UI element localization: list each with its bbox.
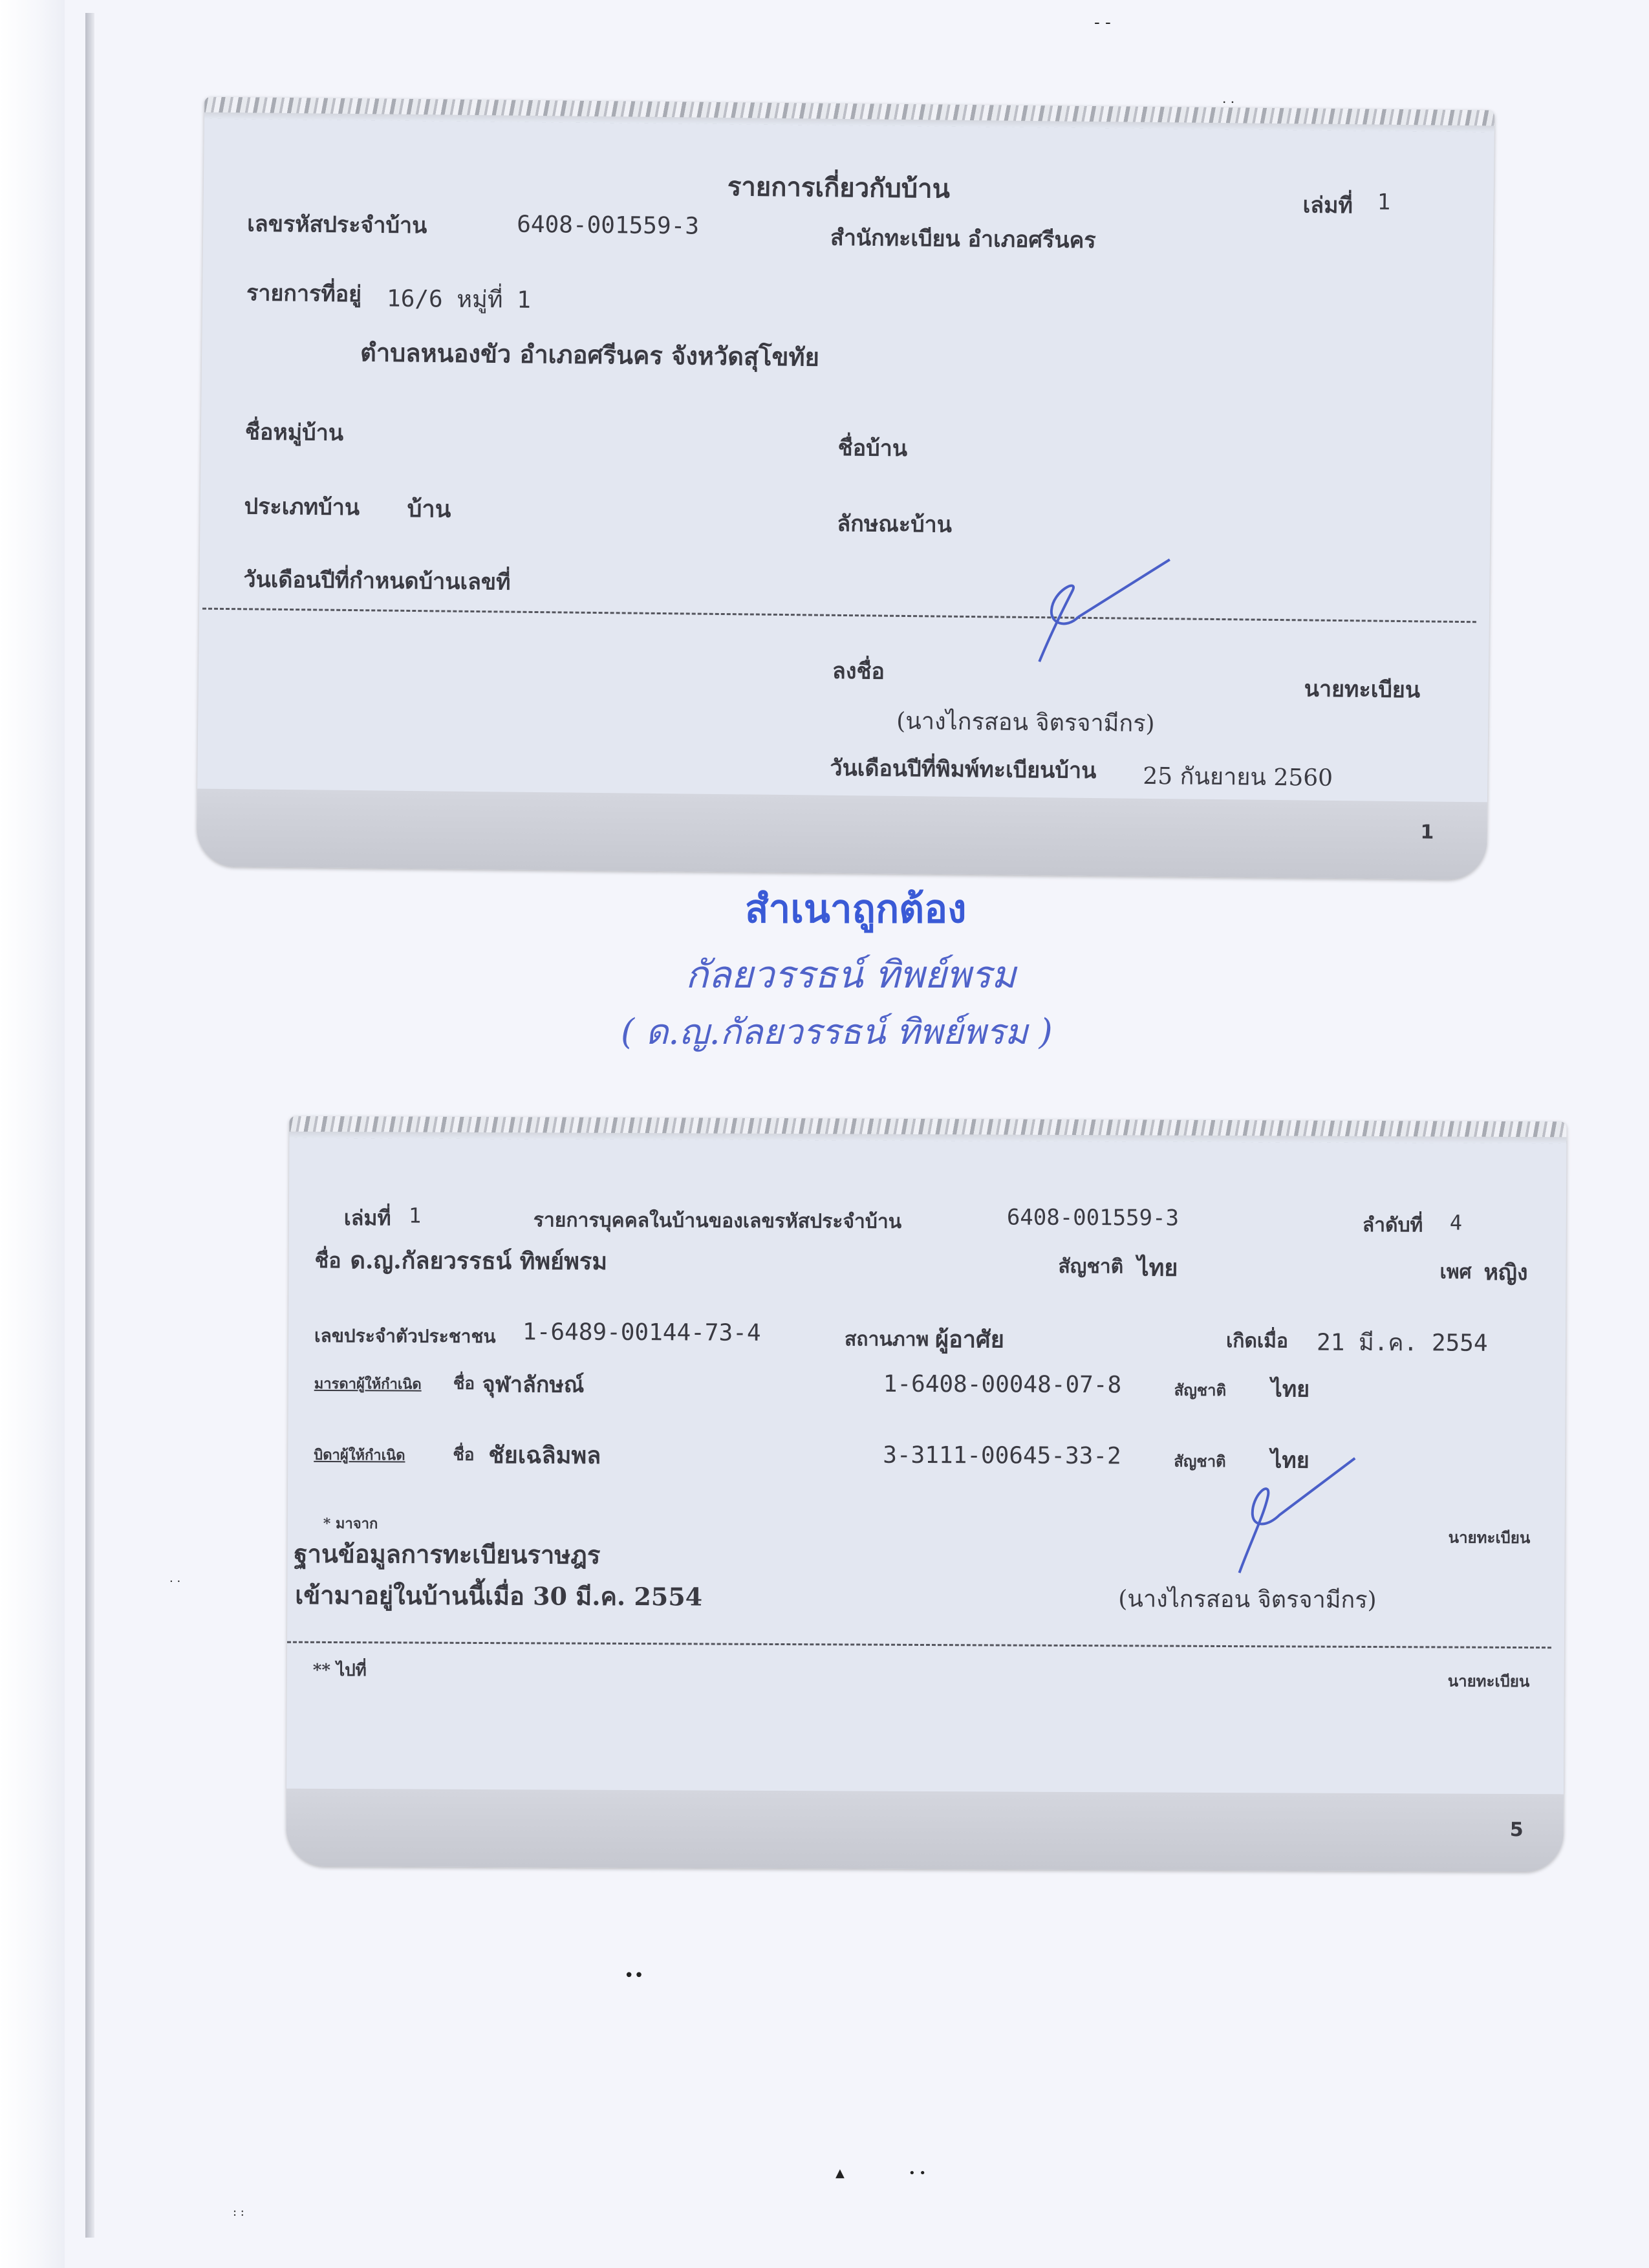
order-number: 4 bbox=[1449, 1210, 1463, 1235]
house-code: 6408-001559-3 bbox=[1006, 1204, 1180, 1231]
certifier-name: ( ด.ญ.กัลยวรรธน์ ทิพย์พรม ) bbox=[621, 1011, 1053, 1052]
father-nationality-label: สัญชาติ bbox=[1174, 1451, 1226, 1471]
registrar-signature bbox=[1026, 552, 1183, 683]
id-number: 1-6489-00144-73-4 bbox=[522, 1319, 761, 1346]
print-date-label: วันเดือนปีที่พิมพ์ทะเบียนบ้าน bbox=[830, 755, 1097, 784]
certified-copy-stamp: สำเนาถูกต้อง bbox=[745, 887, 967, 932]
mother-label: มารดาผู้ให้กำเนิด bbox=[314, 1375, 422, 1393]
mother-name: จุฬาลักษณ์ bbox=[482, 1372, 585, 1398]
house-feature-label: ลักษณะบ้าน bbox=[837, 510, 953, 538]
house-name-label: ชื่อบ้าน bbox=[837, 435, 908, 462]
father-id: 3-3111-00645-33-2 bbox=[883, 1442, 1121, 1470]
card-footer-band bbox=[197, 789, 1487, 880]
scan-speck: ▲ bbox=[835, 2166, 845, 2180]
book-label: เล่มที่ bbox=[343, 1205, 391, 1231]
status-value: ผู้อาศัย bbox=[934, 1326, 1005, 1354]
order-label: ลำดับที่ bbox=[1362, 1213, 1423, 1237]
certifier-signature: กัลยวรรธน์ ทิพย์พรม bbox=[685, 953, 1017, 997]
print-date: 25 กันยายน 2560 bbox=[1143, 762, 1333, 792]
registrar-title: นายทะเบียน bbox=[1304, 676, 1421, 704]
moved-in-date: เข้ามาอยู่ในบ้านนี้เมื่อ 30 มี.ค. 2554 bbox=[295, 1580, 703, 1612]
address-label: รายการที่อยู่ bbox=[246, 280, 362, 308]
moved-from-label: * มาจาก bbox=[323, 1515, 378, 1533]
house-type-label: ประเภทบ้าน bbox=[244, 493, 360, 521]
mother-nationality-label: สัญชาติ bbox=[1174, 1380, 1227, 1400]
house-details-card bbox=[197, 97, 1494, 880]
father-nationality: ไทย bbox=[1271, 1447, 1310, 1474]
father-name-label: ชื่อ bbox=[453, 1445, 475, 1465]
nationality-value: ไทย bbox=[1137, 1254, 1178, 1282]
registrar-title-2: นายทะเบียน bbox=[1447, 1671, 1530, 1691]
scanner-edge bbox=[0, 0, 65, 2268]
scan-speck: . . bbox=[1222, 91, 1235, 106]
person-name: ด.ญ.กัลยวรรธน์ ทิพย์พรม bbox=[350, 1247, 608, 1275]
card-footer-band bbox=[286, 1789, 1564, 1872]
status-label: สถานภาพ bbox=[844, 1328, 929, 1352]
registrar-name: (นางไกรสอน จิตรจามีกร) bbox=[1118, 1586, 1377, 1614]
sex-value: หญิง bbox=[1483, 1259, 1528, 1286]
sign-label: ลงชื่อ bbox=[832, 658, 885, 685]
born-label: เกิดเมื่อ bbox=[1225, 1330, 1289, 1353]
numbering-date-label: วันเดือนปีที่กำหนดบ้านเลขที่ bbox=[243, 567, 511, 596]
house-code-label: เลขรหัสประจำบ้าน bbox=[247, 211, 427, 239]
scan-speck: - - bbox=[1094, 13, 1111, 32]
mother-nationality: ไทย bbox=[1271, 1376, 1310, 1403]
house-code: 6408-001559-3 bbox=[517, 211, 700, 240]
binding-shadow-line bbox=[85, 13, 94, 2238]
registrar-name: (นางไกรสอน จิตรจามีกร) bbox=[896, 707, 1155, 738]
binding-stitch bbox=[289, 1116, 1566, 1144]
mother-id: 1-6408-00048-07-8 bbox=[883, 1370, 1122, 1399]
house-type-value: บ้าน bbox=[407, 495, 451, 523]
person-card-heading: รายการบุคคลในบ้านของเลขรหัสประจำบ้าน bbox=[533, 1209, 902, 1233]
moved-from: ฐานข้อมูลการทะเบียนราษฎร bbox=[294, 1539, 601, 1570]
father-name: ชัยเฉลิมพล bbox=[488, 1442, 601, 1469]
book-number: 1 bbox=[1377, 189, 1391, 215]
person-details-card bbox=[286, 1116, 1566, 1872]
father-label: บิดาผู้ให้กำเนิด bbox=[314, 1446, 405, 1464]
born-date: 21 มี.ค. 2554 bbox=[1316, 1329, 1488, 1357]
scan-speck: : : bbox=[233, 2205, 244, 2219]
scan-speck: • • bbox=[909, 2166, 926, 2180]
page-number: 1 bbox=[1420, 821, 1434, 844]
nationality-label: สัญชาติ bbox=[1058, 1255, 1124, 1279]
registry-office: สำนักทะเบียน อำเภอศรีนคร bbox=[830, 224, 1096, 254]
scan-speck: •• bbox=[624, 1966, 644, 1985]
scan-speck: . . bbox=[169, 1571, 181, 1585]
address-line-1: 16/6 หมู่ที่ 1 bbox=[386, 285, 532, 314]
house-card-heading: รายการเกี่ยวกับบ้าน bbox=[727, 171, 951, 204]
address-line-2: ตำบลหนองขัว อำเภอศรีนคร จังหวัดสุโขทัย bbox=[360, 338, 820, 372]
name-label: ชื่อ bbox=[314, 1247, 341, 1273]
binding-stitch bbox=[204, 97, 1494, 133]
registrar-title: นายทะเบียน bbox=[1448, 1528, 1531, 1548]
book-number: 1 bbox=[408, 1203, 422, 1228]
registrar-signature bbox=[1225, 1450, 1368, 1586]
page-number: 5 bbox=[1509, 1818, 1524, 1842]
moved-out-label: ** ไปที่ bbox=[312, 1660, 367, 1681]
mother-name-label: ชื่อ bbox=[453, 1374, 475, 1394]
id-label: เลขประจำตัวประชาชน bbox=[314, 1324, 496, 1348]
book-label: เล่มที่ bbox=[1302, 192, 1353, 219]
village-label: ชื่อหมู่บ้าน bbox=[244, 419, 344, 446]
sex-label: เพศ bbox=[1439, 1260, 1472, 1284]
section-divider bbox=[287, 1641, 1551, 1649]
section-divider bbox=[202, 608, 1476, 623]
